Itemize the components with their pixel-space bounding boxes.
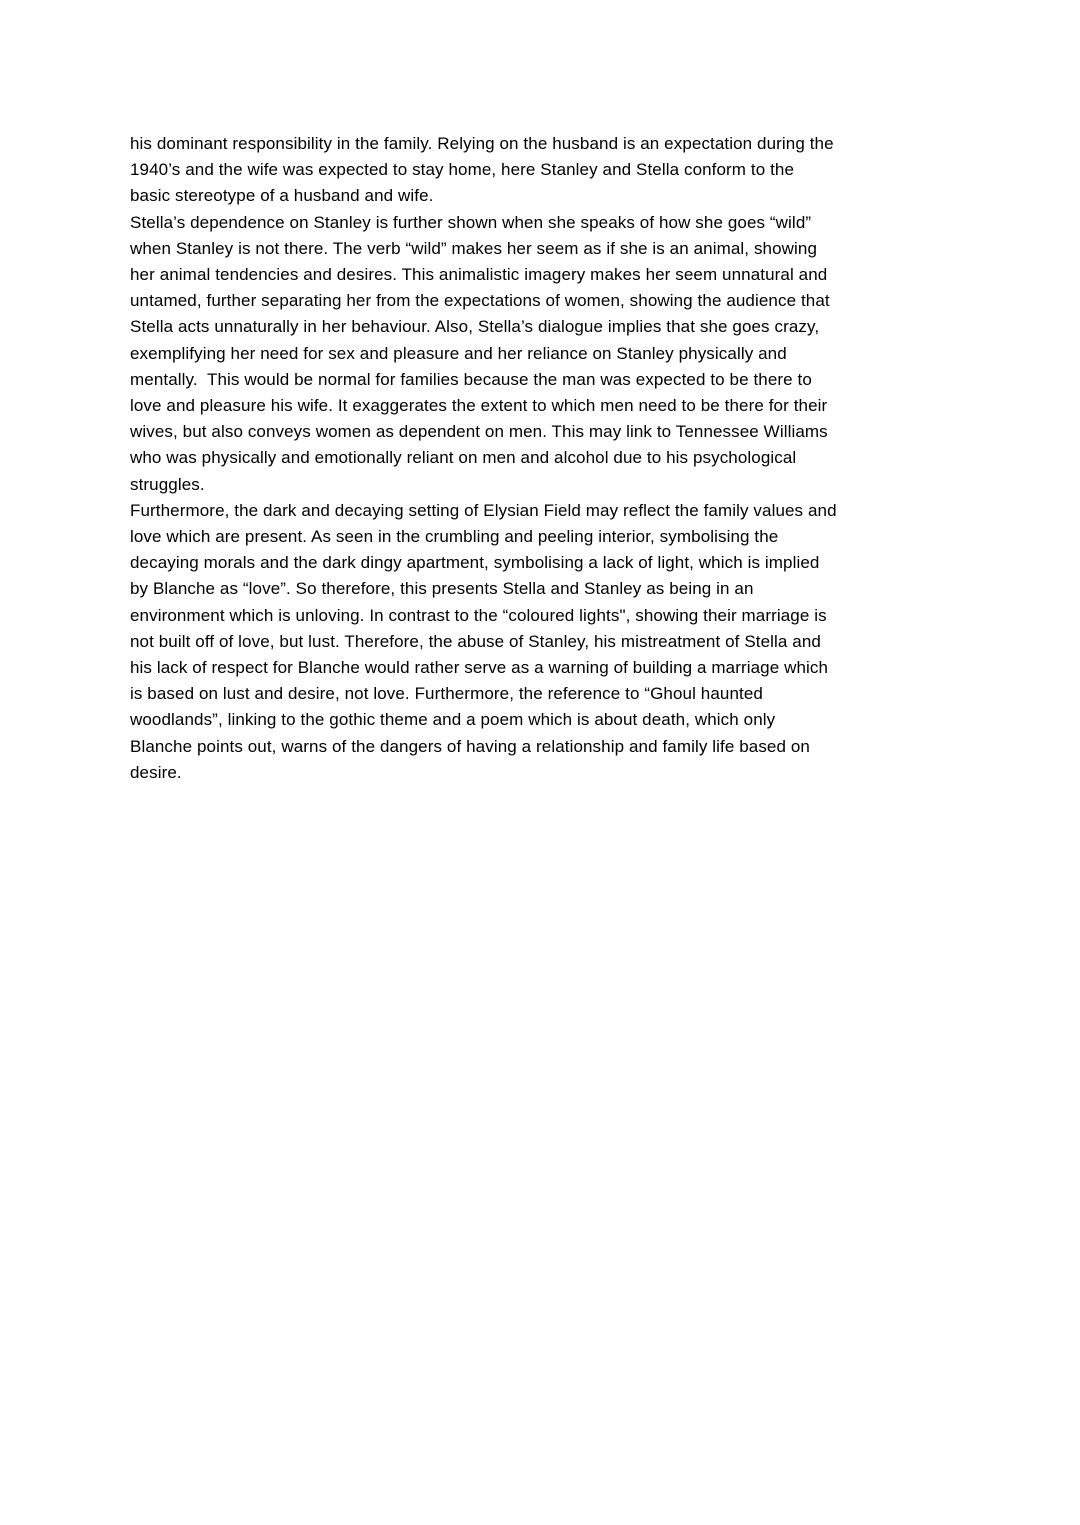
text-line: when Stanley is not there. The verb “wild” makes her seem as if she is an animal, showing	[130, 238, 818, 258]
text-line: Stella’s dependence on Stanley is further shown when she speaks of how she goes “wild”	[130, 212, 812, 232]
text-line: basic stereotype of a husband and wife.	[130, 186, 434, 206]
text-line: his dominant responsibility in the family. Relying on the husband is an expectation during the	[130, 134, 834, 153]
text-line: Stella acts unnaturally in her behaviour. Also, Stella’s dialogue implies that she goes crazy,	[130, 317, 820, 337]
text-line: Blanche points out, warns of the dangers of having a relationship and family life based on	[130, 736, 810, 756]
text-line: her animal tendencies and desires. This animalistic imagery makes her seem unnatural and	[130, 265, 828, 285]
text-line: by Blanche as “love”. So therefore, this presents Stella and Stanley as being in an	[130, 579, 754, 599]
text-line: exemplifying her need for sex and pleasure and her reliance on Stanley physically and	[130, 343, 787, 363]
text-line: mentally. This would be normal for families because the man was expected to be there to	[130, 369, 812, 389]
text-line: who was physically and emotionally reliant on men and alcohol due to his psychological	[130, 448, 797, 468]
text-line: desire.	[130, 762, 182, 782]
text-line: environment which is unloving. In contrast to the “coloured lights", showing their marriage is	[130, 605, 827, 625]
text-line: untamed, further separating her from the expectations of women, showing the audience that	[130, 291, 830, 311]
text-line: his lack of respect for Blanche would rather serve as a warning of building a marriage which	[130, 658, 829, 678]
essay-text-block	[130, 131, 962, 786]
text-line: love and pleasure his wife. It exaggerates the extent to which men need to be there for their	[130, 396, 828, 416]
text-line: is based on lust and desire, not love. Furthermore, the reference to “Ghoul haunted	[130, 684, 763, 704]
text-line: decaying morals and the dark dingy apartment, symbolising a lack of light, which is implied	[130, 553, 820, 573]
text-line: love which are present. As seen in the crumbling and peeling interior, symbolising the	[130, 527, 779, 547]
text-line: wives, but also conveys women as dependent on men. This may link to Tennessee Williams	[130, 422, 828, 442]
text-line: not built off of love, but lust. Therefore, the abuse of Stanley, his mistreatment of Stella and	[130, 631, 821, 651]
text-line: struggles.	[130, 474, 205, 494]
text-line: 1940’s and the wife was expected to stay home, here Stanley and Stella conform to the	[130, 160, 795, 180]
text-line: woodlands”, linking to the gothic theme and a poem which is about death, which only	[130, 710, 776, 730]
text-line: Furthermore, the dark and decaying setting of Elysian Field may reflect the family values and	[130, 500, 837, 520]
